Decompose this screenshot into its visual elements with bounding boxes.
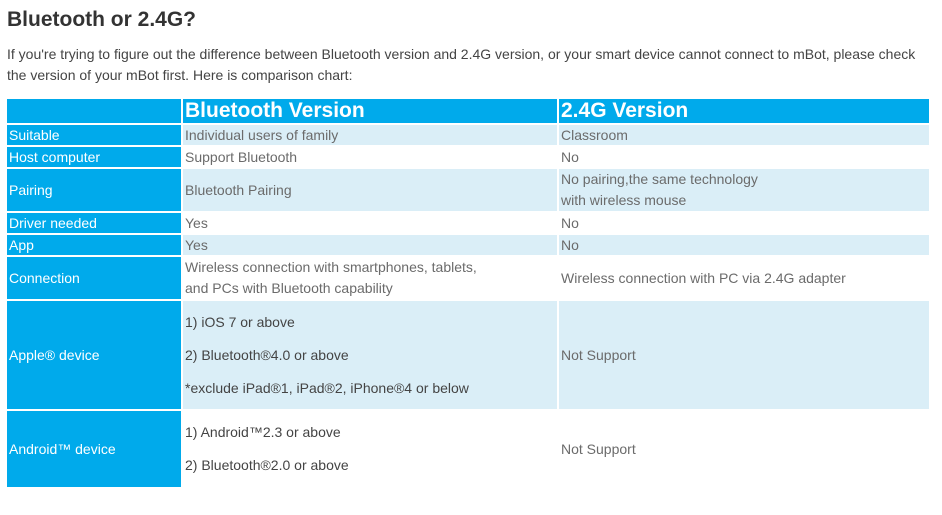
cell-line: No pairing,the same technology xyxy=(561,171,758,187)
cell-line: Yes xyxy=(185,237,208,253)
cell-line: No xyxy=(561,149,579,165)
cell-line: Not Support xyxy=(561,441,636,457)
cell-line: 1) iOS 7 or above xyxy=(185,313,295,330)
cell-line: Support Bluetooth xyxy=(185,149,298,165)
bluetooth-cell xyxy=(183,213,557,233)
bluetooth-cell xyxy=(183,257,557,299)
row-label: App xyxy=(7,235,181,255)
row-label: Host computer xyxy=(7,147,181,167)
bluetooth-cell xyxy=(183,147,557,167)
bluetooth-cell xyxy=(183,125,557,145)
header-corner-cell xyxy=(7,99,181,123)
cell-line: with wireless mouse xyxy=(561,192,687,208)
header-24g-version: 2.4G Version xyxy=(559,99,929,123)
bluetooth-cell xyxy=(183,235,557,255)
row-label: Apple® device xyxy=(7,301,181,409)
header-bluetooth-version: Bluetooth Version xyxy=(183,99,557,123)
comparison-table xyxy=(5,97,931,489)
table-row-app xyxy=(7,235,929,255)
row-label: Pairing xyxy=(7,169,181,211)
cell-line: 2) Bluetooth®4.0 or above xyxy=(185,346,349,363)
table-row-suitable xyxy=(7,125,929,145)
table-row-connection xyxy=(7,257,929,299)
row-label: Suitable xyxy=(7,125,181,145)
g24-cell xyxy=(559,301,929,409)
row-label: Driver needed xyxy=(7,213,181,233)
cell-line: 1) Android™2.3 or above xyxy=(185,424,341,440)
cell-line: Not Support xyxy=(561,347,636,363)
table-header-row xyxy=(7,99,929,123)
table-row-host-computer xyxy=(7,147,929,167)
cell-line: 2) Bluetooth®2.0 or above xyxy=(185,457,349,473)
table-row-pairing xyxy=(7,169,929,211)
row-label: Connection xyxy=(7,257,181,299)
g24-cell xyxy=(559,147,929,167)
cell-line: and PCs with Bluetooth capability xyxy=(185,280,393,296)
g24-cell xyxy=(559,125,929,145)
table-row-apple-device xyxy=(7,301,929,409)
cell-line: Wireless connection with smartphones, tablets, xyxy=(185,259,477,275)
cell-line: Classroom xyxy=(561,127,628,143)
cell-line: Individual users of family xyxy=(185,127,339,143)
bluetooth-cell xyxy=(183,411,557,487)
intro-paragraph: If you're trying to figure out the difference between Bluetooth version and 2.4G version, or your smart device cannot connect to mBot, please check the version of your mBot first. Here is comparison chart: xyxy=(7,46,916,83)
g24-cell xyxy=(559,235,929,255)
bluetooth-cell xyxy=(183,301,557,409)
g24-cell xyxy=(559,257,929,299)
row-label: Android™ device xyxy=(7,411,181,487)
cell-line: Bluetooth Pairing xyxy=(185,181,292,198)
bluetooth-cell xyxy=(183,169,557,211)
cell-line: No xyxy=(561,237,579,253)
g24-cell xyxy=(559,169,929,211)
table-row-driver-needed xyxy=(7,213,929,233)
cell-line: Wireless connection with PC via 2.4G adapter xyxy=(561,269,846,286)
g24-cell xyxy=(559,213,929,233)
cell-line: No xyxy=(561,215,579,231)
page-title: Bluetooth or 2.4G? xyxy=(7,8,196,31)
table-row-android-device xyxy=(7,411,929,487)
g24-cell xyxy=(559,411,929,487)
cell-line: *exclude iPad®1, iPad®2, iPhone®4 or below xyxy=(185,379,469,396)
cell-line: Yes xyxy=(185,215,208,231)
